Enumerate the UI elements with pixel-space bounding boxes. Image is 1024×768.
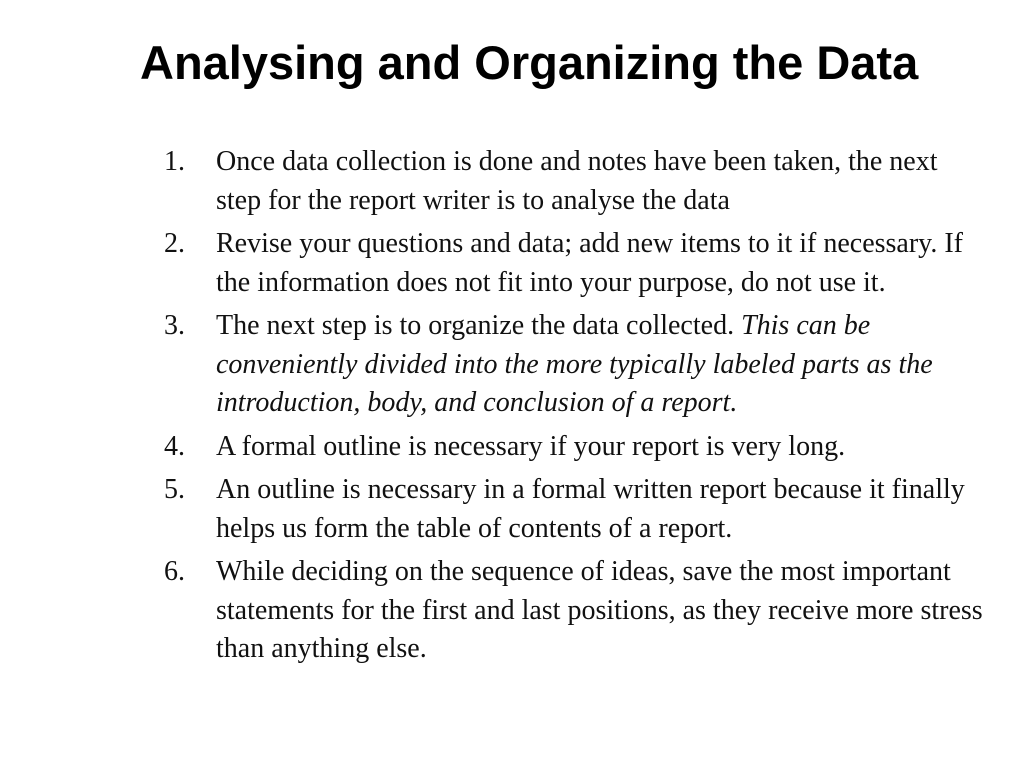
list-item-number: 3 . xyxy=(164,307,204,346)
list-item-number: 1 . xyxy=(164,143,204,182)
slide-title: Analysing and Organizing the Data xyxy=(140,36,919,89)
list-item-number: 2 . xyxy=(164,225,204,264)
list-item xyxy=(164,471,984,548)
list-item-text: The next step is to organize the data collected. xyxy=(216,310,742,341)
list-item-text-italic: This can be conveniently divided into the more typically labeled parts as the introduction, body, and conclusion of a report. xyxy=(216,310,933,418)
list-item xyxy=(164,428,984,467)
list-item-text: Revise your questions and data; add new items to it if necessary. If the information does not fit into your purpose, do not use it. xyxy=(216,228,963,298)
list-item-number: 4 . xyxy=(164,428,204,467)
list-item-text: Once data collection is done and notes have been taken, the next step for the report writer is to analyse the data xyxy=(216,146,938,216)
list-item-text: While deciding on the sequence of ideas, save the most important statements for the first and last positions, as they receive more stress than anything else. xyxy=(216,556,983,664)
list-item-text: An outline is necessary in a formal written report because it finally helps us form the table of contents of a report. xyxy=(216,474,965,544)
list-item-number: 5 . xyxy=(164,471,204,510)
list-item-text: A formal outline is necessary if your report is very long. xyxy=(216,430,846,462)
list-item-number: 6 . xyxy=(164,553,204,592)
list-item xyxy=(164,225,984,302)
list-item xyxy=(164,553,984,669)
list-item xyxy=(164,143,984,220)
list-item xyxy=(164,307,984,423)
numbered-list xyxy=(164,143,984,674)
